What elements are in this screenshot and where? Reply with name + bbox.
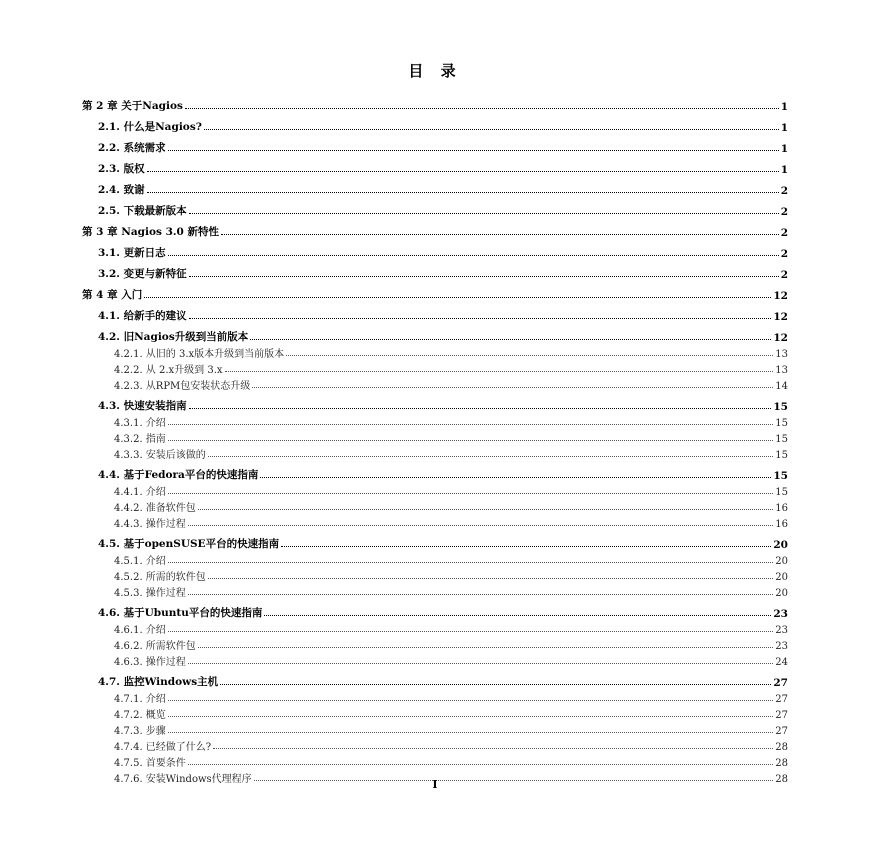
toc-entry-page-number: 24: [775, 657, 788, 668]
toc-entry-level-3[interactable]: [82, 482, 788, 498]
toc-entry-page-number: 13: [775, 349, 788, 360]
toc-entry-label: 2.5. 下载最新版本: [98, 205, 187, 217]
toc-entry-level-1[interactable]: [82, 285, 788, 302]
toc-entry-label: 4.6.2. 所需软件包: [114, 641, 196, 652]
dot-leader: [286, 355, 773, 356]
dot-leader: [264, 615, 771, 616]
toc-entry-level-3[interactable]: [82, 583, 788, 599]
toc-entry-level-3[interactable]: [82, 498, 788, 514]
toc-entry-label: 4.4. 基于Fedora平台的快速指南: [98, 469, 259, 481]
toc-entry-label: 4.7.5. 首要条件: [114, 758, 186, 769]
toc-entry-page-number: 15: [773, 401, 788, 413]
toc-entry-page-number: 1: [780, 101, 788, 113]
dot-leader: [252, 387, 773, 388]
toc-entry-level-2[interactable]: [82, 201, 788, 218]
dot-leader: [147, 192, 779, 193]
toc-entry-page-number: 2: [780, 248, 788, 260]
toc-entry-page-number: 15: [775, 418, 788, 429]
dot-leader: [168, 631, 773, 632]
toc-entry-label: 4.7.1. 介绍: [114, 694, 166, 705]
dot-leader: [208, 578, 773, 579]
toc-entry-level-2[interactable]: [82, 672, 788, 689]
dot-leader: [188, 764, 773, 765]
toc-entry-page-number: 27: [775, 726, 788, 737]
dot-leader: [260, 477, 771, 478]
dot-leader: [189, 276, 779, 277]
dot-leader: [188, 594, 773, 595]
toc-entry-level-3[interactable]: [82, 737, 788, 753]
dot-leader: [225, 371, 774, 372]
table-of-contents: [82, 92, 788, 785]
toc-entry-level-2[interactable]: [82, 138, 788, 155]
dot-leader: [250, 339, 771, 340]
dot-leader: [189, 318, 772, 319]
toc-entry-page-number: 1: [780, 143, 788, 155]
page-number-footer: I: [432, 778, 438, 791]
toc-entry-level-3[interactable]: [82, 753, 788, 769]
toc-entry-page-number: 12: [773, 290, 788, 302]
toc-entry-label: 第 3 章 Nagios 3.0 新特性: [82, 226, 219, 238]
toc-entry-label: 4.5.1. 介绍: [114, 556, 166, 567]
toc-entry-level-3[interactable]: [82, 551, 788, 567]
toc-entry-level-2[interactable]: [82, 603, 788, 620]
toc-entry-page-number: 23: [775, 625, 788, 636]
dot-leader: [189, 408, 772, 409]
toc-entry-label: 4.3.2. 指南: [114, 434, 166, 445]
toc-entry-label: 4.3.3. 安装后该做的: [114, 450, 206, 461]
toc-entry-label: 4.7.6. 安装Windows代理程序: [114, 774, 252, 785]
toc-entry-page-number: 12: [773, 332, 788, 344]
toc-entry-level-3[interactable]: [82, 445, 788, 461]
toc-entry-level-1[interactable]: [82, 96, 788, 113]
toc-entry-label: 4.1. 给新手的建议: [98, 310, 187, 322]
toc-entry-page-number: 27: [775, 710, 788, 721]
dot-leader: [168, 493, 773, 494]
toc-entry-level-2[interactable]: [82, 180, 788, 197]
toc-entry-page-number: 1: [780, 122, 788, 134]
toc-entry-page-number: 2: [780, 227, 788, 239]
toc-entry-level-3[interactable]: [82, 429, 788, 445]
toc-entry-label: 4.4.1. 介绍: [114, 487, 166, 498]
dot-leader: [168, 255, 779, 256]
dot-leader: [144, 297, 771, 298]
dot-leader: [213, 748, 773, 749]
toc-entry-page-number: 20: [775, 556, 788, 567]
toc-entry-label: 3.2. 变更与新特征: [98, 268, 187, 280]
toc-entry-label: 4.2.3. 从RPM包安装状态升级: [114, 381, 251, 392]
toc-entry-level-2[interactable]: [82, 396, 788, 413]
toc-entry-label: 2.2. 系统需求: [98, 142, 166, 154]
toc-entry-level-2[interactable]: [82, 327, 788, 344]
toc-entry-label: 4.6. 基于Ubuntu平台的快速指南: [98, 607, 263, 619]
toc-entry-page-number: 2: [780, 269, 788, 281]
toc-entry-level-3[interactable]: [82, 360, 788, 376]
toc-entry-page-number: 27: [775, 694, 788, 705]
toc-entry-label: 4.2.2. 从 2.x升级到 3.x: [114, 365, 223, 376]
toc-entry-label: 4.6.3. 操作过程: [114, 657, 186, 668]
toc-entry-label: 第 2 章 关于Nagios: [82, 100, 183, 112]
toc-entry-page-number: 15: [773, 470, 788, 482]
dot-leader: [208, 456, 773, 457]
toc-entry-label: 4.2.1. 从旧的 3.x版本升级到当前版本: [114, 349, 285, 360]
toc-entry-level-2[interactable]: [82, 306, 788, 323]
toc-entry-label: 3.1. 更新日志: [98, 247, 166, 259]
toc-entry-page-number: 27: [773, 677, 788, 689]
toc-entry-page-number: 20: [773, 539, 788, 551]
toc-entry-label: 4.6.1. 介绍: [114, 625, 166, 636]
dot-leader: [188, 525, 773, 526]
toc-entry-page-number: 16: [775, 519, 788, 530]
toc-entry-page-number: 12: [773, 311, 788, 323]
toc-entry-label: 第 4 章 入门: [82, 289, 143, 301]
dot-leader: [198, 509, 773, 510]
toc-entry-page-number: 28: [775, 742, 788, 753]
dot-leader: [168, 716, 773, 717]
toc-entry-label: 4.3.1. 介绍: [114, 418, 166, 429]
toc-entry-page-number: 15: [775, 450, 788, 461]
toc-entry-label: 4.5. 基于openSUSE平台的快速指南: [98, 538, 280, 550]
dot-leader: [168, 150, 779, 151]
dot-leader: [198, 647, 773, 648]
toc-entry-page-number: 2: [780, 206, 788, 218]
dot-leader: [281, 546, 771, 547]
dot-leader: [188, 663, 773, 664]
toc-entry-level-1[interactable]: [82, 222, 788, 239]
dot-leader: [147, 171, 779, 172]
toc-entry-label: 4.4.2. 准备软件包: [114, 503, 196, 514]
toc-entry-level-3[interactable]: [82, 689, 788, 705]
toc-entry-label: 4.7.3. 步骤: [114, 726, 166, 737]
toc-entry-level-2[interactable]: [82, 117, 788, 134]
toc-entry-page-number: 28: [775, 758, 788, 769]
dot-leader: [168, 440, 773, 441]
toc-entry-level-3[interactable]: [82, 376, 788, 392]
toc-entry-page-number: 2: [780, 185, 788, 197]
toc-entry-level-2[interactable]: [82, 534, 788, 551]
toc-entry-level-2[interactable]: [82, 243, 788, 260]
toc-entry-label: 4.2. 旧Nagios升级到当前版本: [98, 331, 249, 343]
dot-leader: [185, 108, 779, 109]
toc-entry-page-number: 16: [775, 503, 788, 514]
toc-entry-label: 2.1. 什么是Nagios?: [98, 121, 202, 133]
toc-entry-level-3[interactable]: [82, 620, 788, 636]
dot-leader: [168, 700, 773, 701]
toc-entry-page-number: 20: [775, 588, 788, 599]
toc-entry-level-3[interactable]: [82, 652, 788, 668]
toc-entry-level-3[interactable]: [82, 567, 788, 583]
dot-leader: [168, 424, 773, 425]
dot-leader: [221, 234, 779, 235]
toc-entry-page-number: 28: [775, 774, 788, 785]
toc-entry-label: 4.3. 快速安装指南: [98, 400, 187, 412]
toc-entry-level-3[interactable]: [82, 413, 788, 429]
dot-leader: [168, 562, 773, 563]
toc-entry-label: 4.5.3. 操作过程: [114, 588, 186, 599]
toc-entry-level-3[interactable]: [82, 636, 788, 652]
toc-entry-label: 4.4.3. 操作过程: [114, 519, 186, 530]
toc-entry-label: 2.4. 致谢: [98, 184, 145, 196]
toc-entry-page-number: 13: [775, 365, 788, 376]
dot-leader: [220, 684, 771, 685]
toc-entry-page-number: 1: [780, 164, 788, 176]
toc-entry-page-number: 15: [775, 434, 788, 445]
toc-entry-level-2[interactable]: [82, 159, 788, 176]
dot-leader: [189, 213, 779, 214]
toc-entry-page-number: 23: [775, 641, 788, 652]
toc-entry-level-2[interactable]: [82, 264, 788, 281]
toc-entry-page-number: 15: [775, 487, 788, 498]
dot-leader: [168, 732, 773, 733]
toc-entry-level-3[interactable]: [82, 514, 788, 530]
toc-title: 目 录: [408, 62, 462, 80]
toc-entry-level-3[interactable]: [82, 344, 788, 360]
toc-entry-label: 4.7.2. 概览: [114, 710, 166, 721]
toc-entry-page-number: 14: [775, 381, 788, 392]
toc-entry-label: 4.5.2. 所需的软件包: [114, 572, 206, 583]
toc-entry-level-2[interactable]: [82, 465, 788, 482]
toc-entry-level-3[interactable]: [82, 705, 788, 721]
toc-entry-page-number: 20: [775, 572, 788, 583]
toc-entry-level-3[interactable]: [82, 721, 788, 737]
dot-leader: [204, 129, 779, 130]
toc-entry-label: 2.3. 版权: [98, 163, 145, 175]
toc-entry-label: 4.7.4. 已经做了什么?: [114, 742, 212, 753]
toc-entry-label: 4.7. 监控Windows主机: [98, 676, 219, 688]
toc-entry-page-number: 23: [773, 608, 788, 620]
